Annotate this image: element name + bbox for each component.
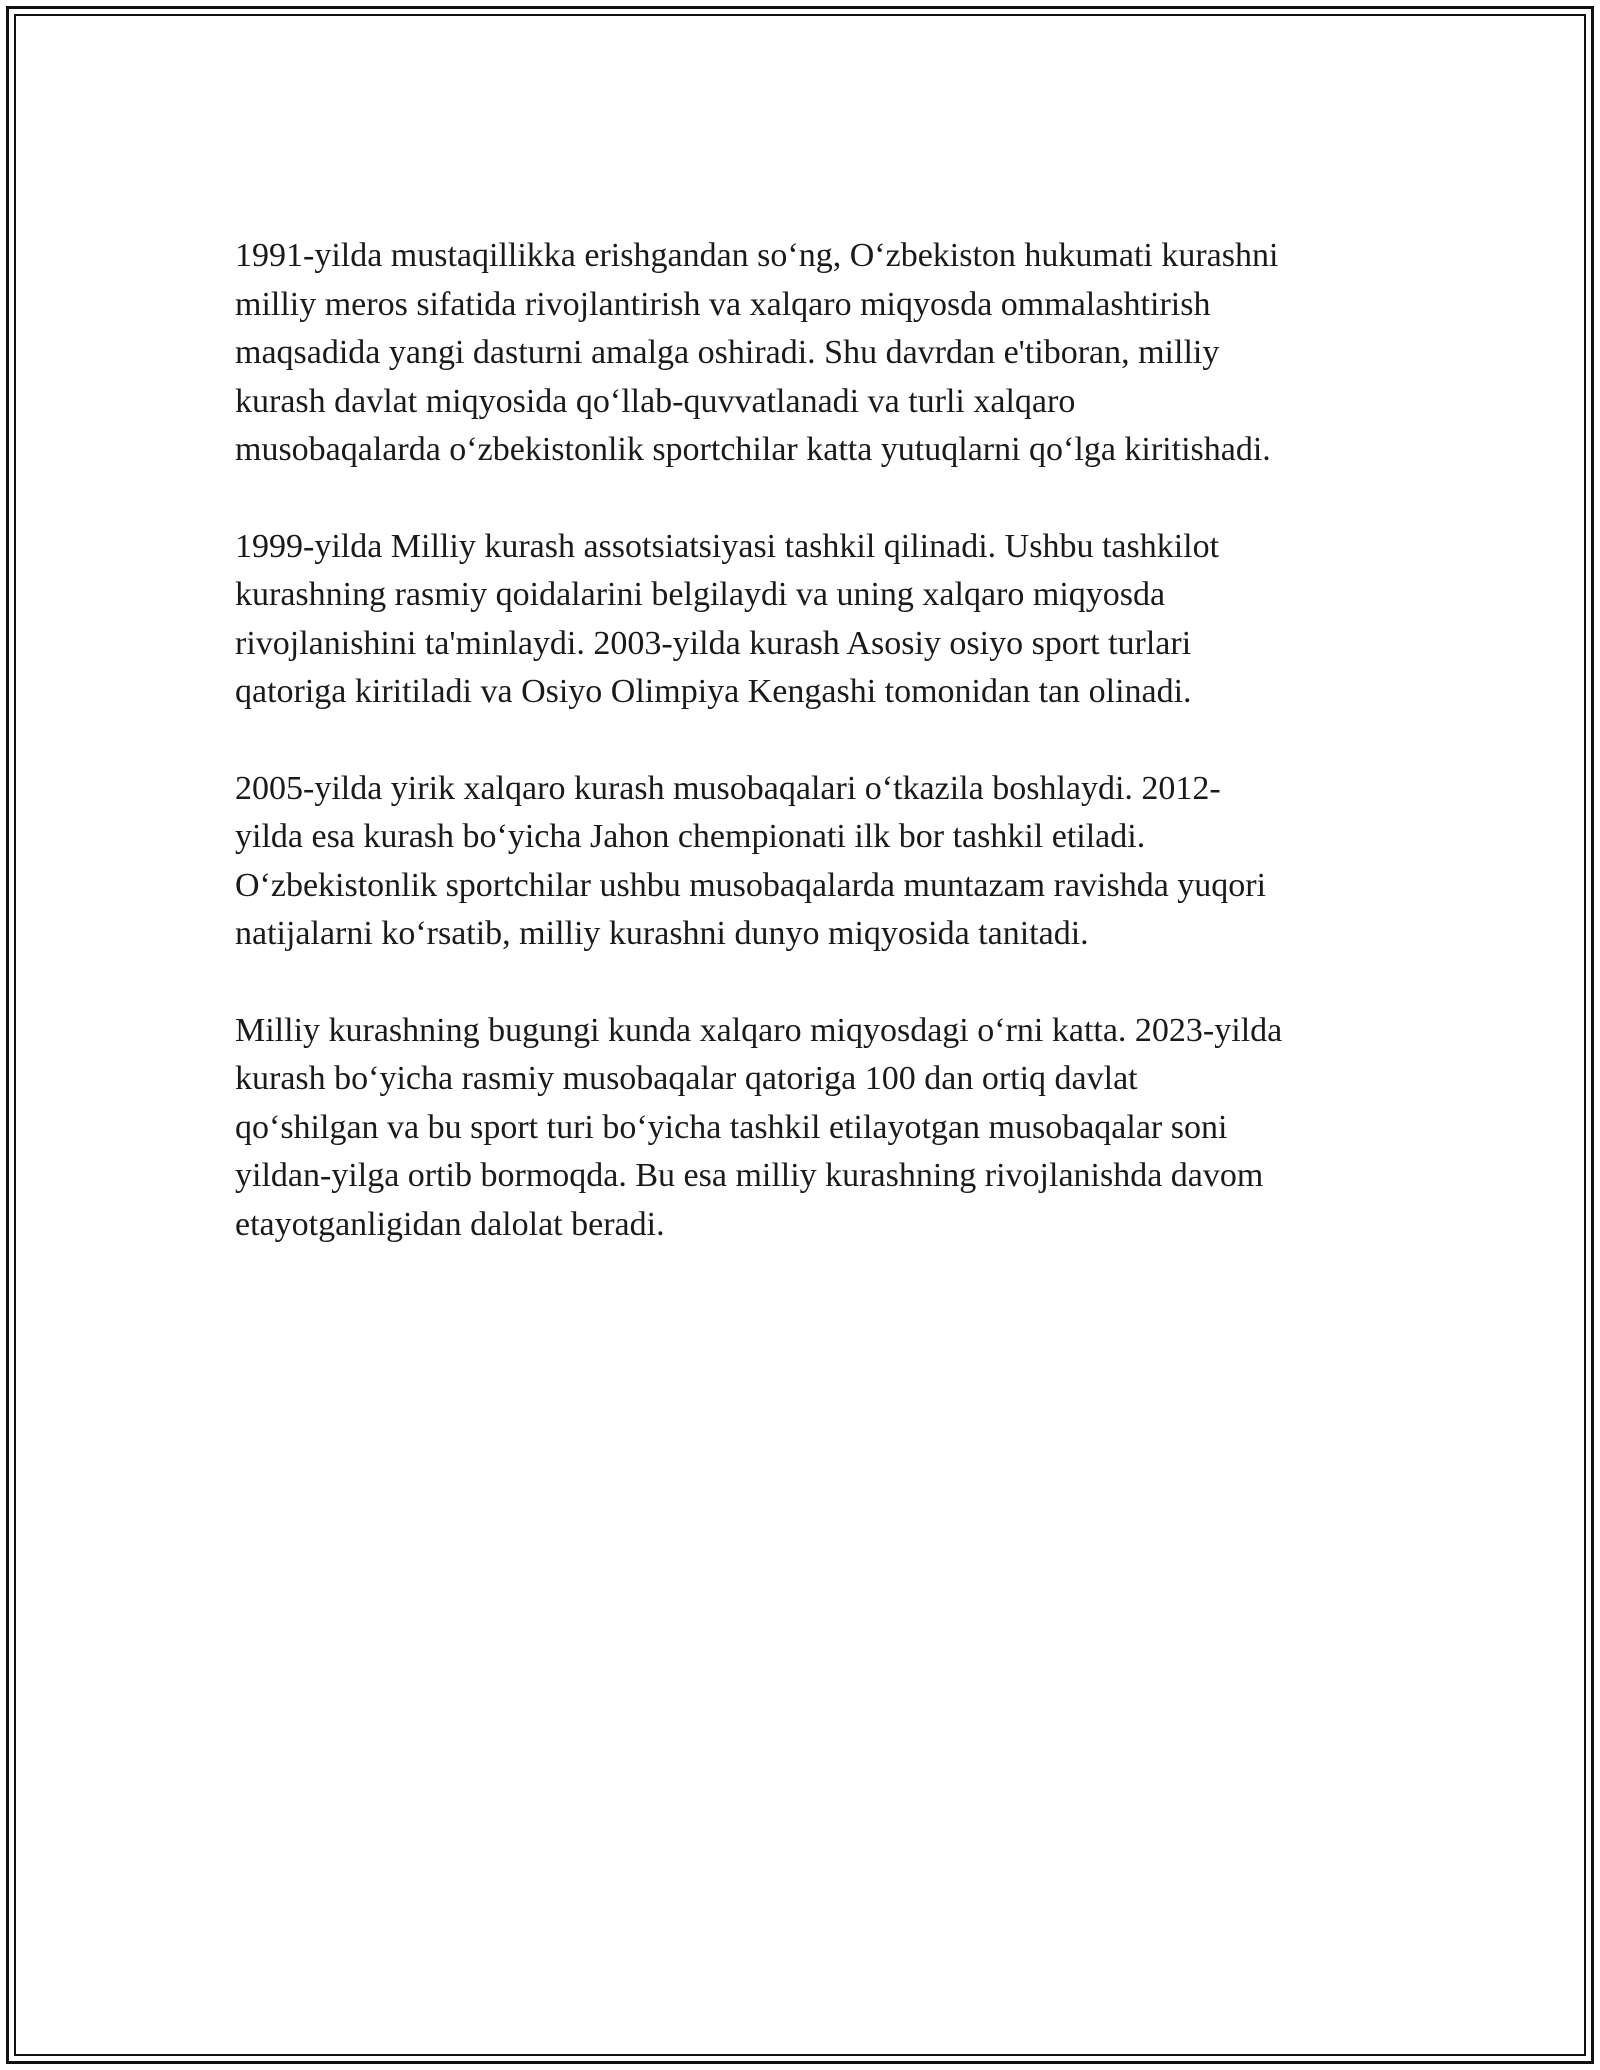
paragraph-2005: 2005-yilda yirik xalqaro kurash musobaqalari o‘tkazila boshlaydi. 2012- yilda esa kurash bo‘yicha Jahon chempionati ilk bor tashkil etiladi. O‘zbekistonlik sportchilar ushbu musobaqalarda muntazam ravishda yuqori natijalarni ko‘rsatib, milliy kurashni dunyo miqyosida tanitadi. bbox=[235, 769, 1267, 952]
paragraph-1991: 1991-yilda mustaqillikka erishgandan so‘ng, O‘zbekiston hukumati kurashni milliy meros sifatida rivojlantirish va xalqaro miqyosda ommalashtirish maqsadida yangi dasturni amalga oshiradi. Shu davrdan e'tiboran, milliy kurash davlat miqyosida qo‘llab-quvvatlanadi va turli xalqaro musobaqalarda o‘zbekistonlik sportchilar katta yutuqlarni qo‘lga kiritishadi. bbox=[235, 237, 1279, 468]
document-body bbox=[235, 232, 1370, 1297]
paragraph-today: Milliy kurashning bugungi kunda xalqaro miqyosdagi o‘rni katta. 2023-yilda kurash bo‘yicha rasmiy musobaqalar qatoriga 100 dan ortiq davlat qo‘shilgan va bu sport turi bo‘yicha tashkil etilayotgan musobaqalar soni yildan-yilga ortib bormoqda. Bu esa milliy kurashning rivojlanishda davom etayotganligidan dalolat beradi. bbox=[235, 1011, 1283, 1243]
paragraph-1999: 1999-yilda Milliy kurash assotsiatsiyasi tashkil qilinadi. Ushbu tashkilot kurashning rasmiy qoidalarini belgilaydi va uning xalqaro miqyosda rivojlanishini ta'minlaydi. 2003-yilda kurash Asosiy osiyo sport turlari qatoriga kiritiladi va Osiyo Olimpiya Kengashi tomonidan tan olinadi. bbox=[235, 527, 1220, 710]
